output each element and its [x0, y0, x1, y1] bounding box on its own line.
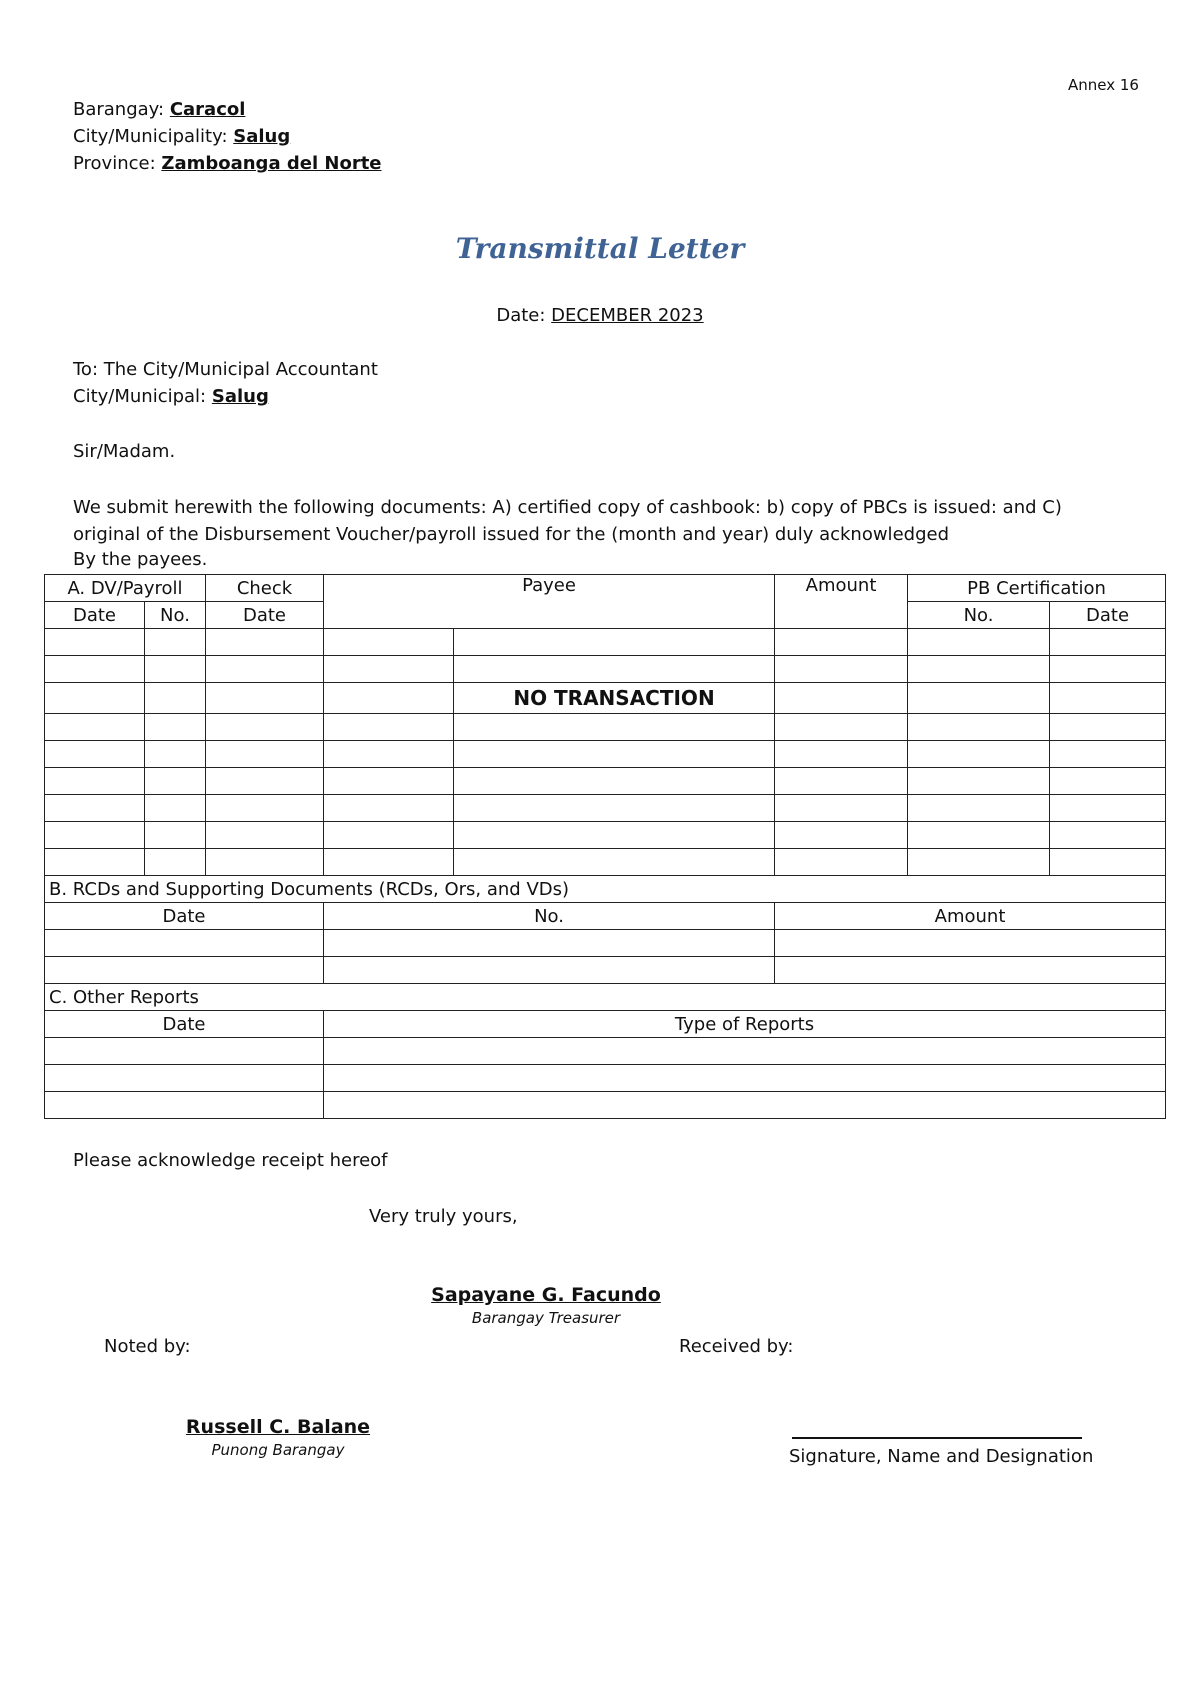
city-line: [73, 126, 290, 147]
subheader-dv-no: No.: [145, 602, 206, 629]
subheader-check-no: No.: [908, 602, 1050, 629]
punong-signature: [178, 1416, 378, 1459]
table-row: [45, 822, 1166, 849]
page-title: Transmittal Letter: [455, 232, 745, 265]
section-b-header: B. RCDs and Supporting Documents (RCDs, Ors, and VDs): [45, 876, 1166, 903]
table-row: [45, 656, 1166, 683]
table-row: [45, 714, 1166, 741]
table-row: [45, 629, 1166, 656]
table-row: [45, 741, 1166, 768]
closing-text: Very truly yours,: [369, 1206, 518, 1227]
header-dv-payroll: A. DV/Payroll: [45, 575, 206, 602]
table-row: [45, 683, 1166, 714]
punong-role: Punong Barangay: [211, 1441, 345, 1459]
date-line: [0, 305, 1200, 326]
section-c-header: C. Other Reports: [45, 984, 1166, 1011]
subheader-dv-date: Date: [45, 602, 145, 629]
barangay-value: Caracol: [169, 99, 246, 120]
section-b-date-header: Date: [45, 903, 324, 930]
treasurer-role: Barangay Treasurer: [471, 1309, 621, 1327]
table-row: [45, 795, 1166, 822]
header-pb-certification: PB Certification: [908, 575, 1166, 602]
table-row: [45, 930, 1166, 957]
province-label: Province:: [73, 153, 156, 174]
body-tail: By the payees.: [73, 549, 208, 570]
section-b-amount-header: Amount: [775, 903, 1166, 930]
salutation: Sir/Madam.: [73, 441, 176, 462]
noted-by-label: Noted by:: [104, 1336, 191, 1357]
header-check: Check: [206, 575, 324, 602]
section-c-date-header: Date: [45, 1011, 324, 1038]
documents-table: [44, 574, 1166, 1119]
received-by-label: Received by:: [679, 1336, 794, 1357]
acknowledge-text: Please acknowledge receipt hereof: [73, 1150, 388, 1171]
province-line: [73, 153, 382, 174]
to-city-label: City/Municipal:: [73, 386, 207, 407]
subheader-check-date: Date: [206, 602, 324, 629]
table-row: [45, 1092, 1166, 1119]
subheader-pb-date: Date: [1050, 602, 1166, 629]
header-payee: Payee: [324, 575, 775, 629]
treasurer-signature: [396, 1284, 696, 1327]
section-b-no-header: No.: [324, 903, 775, 930]
signature-line: [792, 1437, 1082, 1439]
table-row: [45, 957, 1166, 984]
body-paragraph: We submit herewith the following documents: A) certified copy of cashbook: b) copy of PBCs is issued: and C) original of the Disbursement Voucher/payroll issued for the (month and year) duly acknowledged: [73, 497, 1062, 545]
table-row: [45, 768, 1166, 795]
table-row: [45, 849, 1166, 876]
date-label: Date:: [496, 305, 546, 326]
treasurer-name: Sapayane G. Facundo: [431, 1284, 661, 1306]
signature-caption: Signature, Name and Designation: [789, 1446, 1094, 1467]
barangay-line: [73, 99, 245, 120]
punong-name: Russell C. Balane: [185, 1416, 371, 1438]
city-label: City/Municipality:: [73, 126, 228, 147]
to-city-line: [73, 386, 269, 407]
no-transaction-label: NO TRANSACTION: [454, 683, 775, 714]
city-value: Salug: [233, 126, 291, 147]
section-c-type-header: Type of Reports: [324, 1011, 1166, 1038]
table-row: [45, 1038, 1166, 1065]
annex-label: Annex 16: [1068, 76, 1139, 94]
to-line: To: The City/Municipal Accountant: [73, 359, 378, 380]
table-row: [45, 1065, 1166, 1092]
date-value: DECEMBER 2023: [551, 305, 704, 326]
to-city-value: Salug: [211, 386, 269, 407]
barangay-label: Barangay:: [73, 99, 165, 120]
province-value: Zamboanga del Norte: [161, 153, 382, 174]
header-amount: Amount: [775, 575, 908, 629]
